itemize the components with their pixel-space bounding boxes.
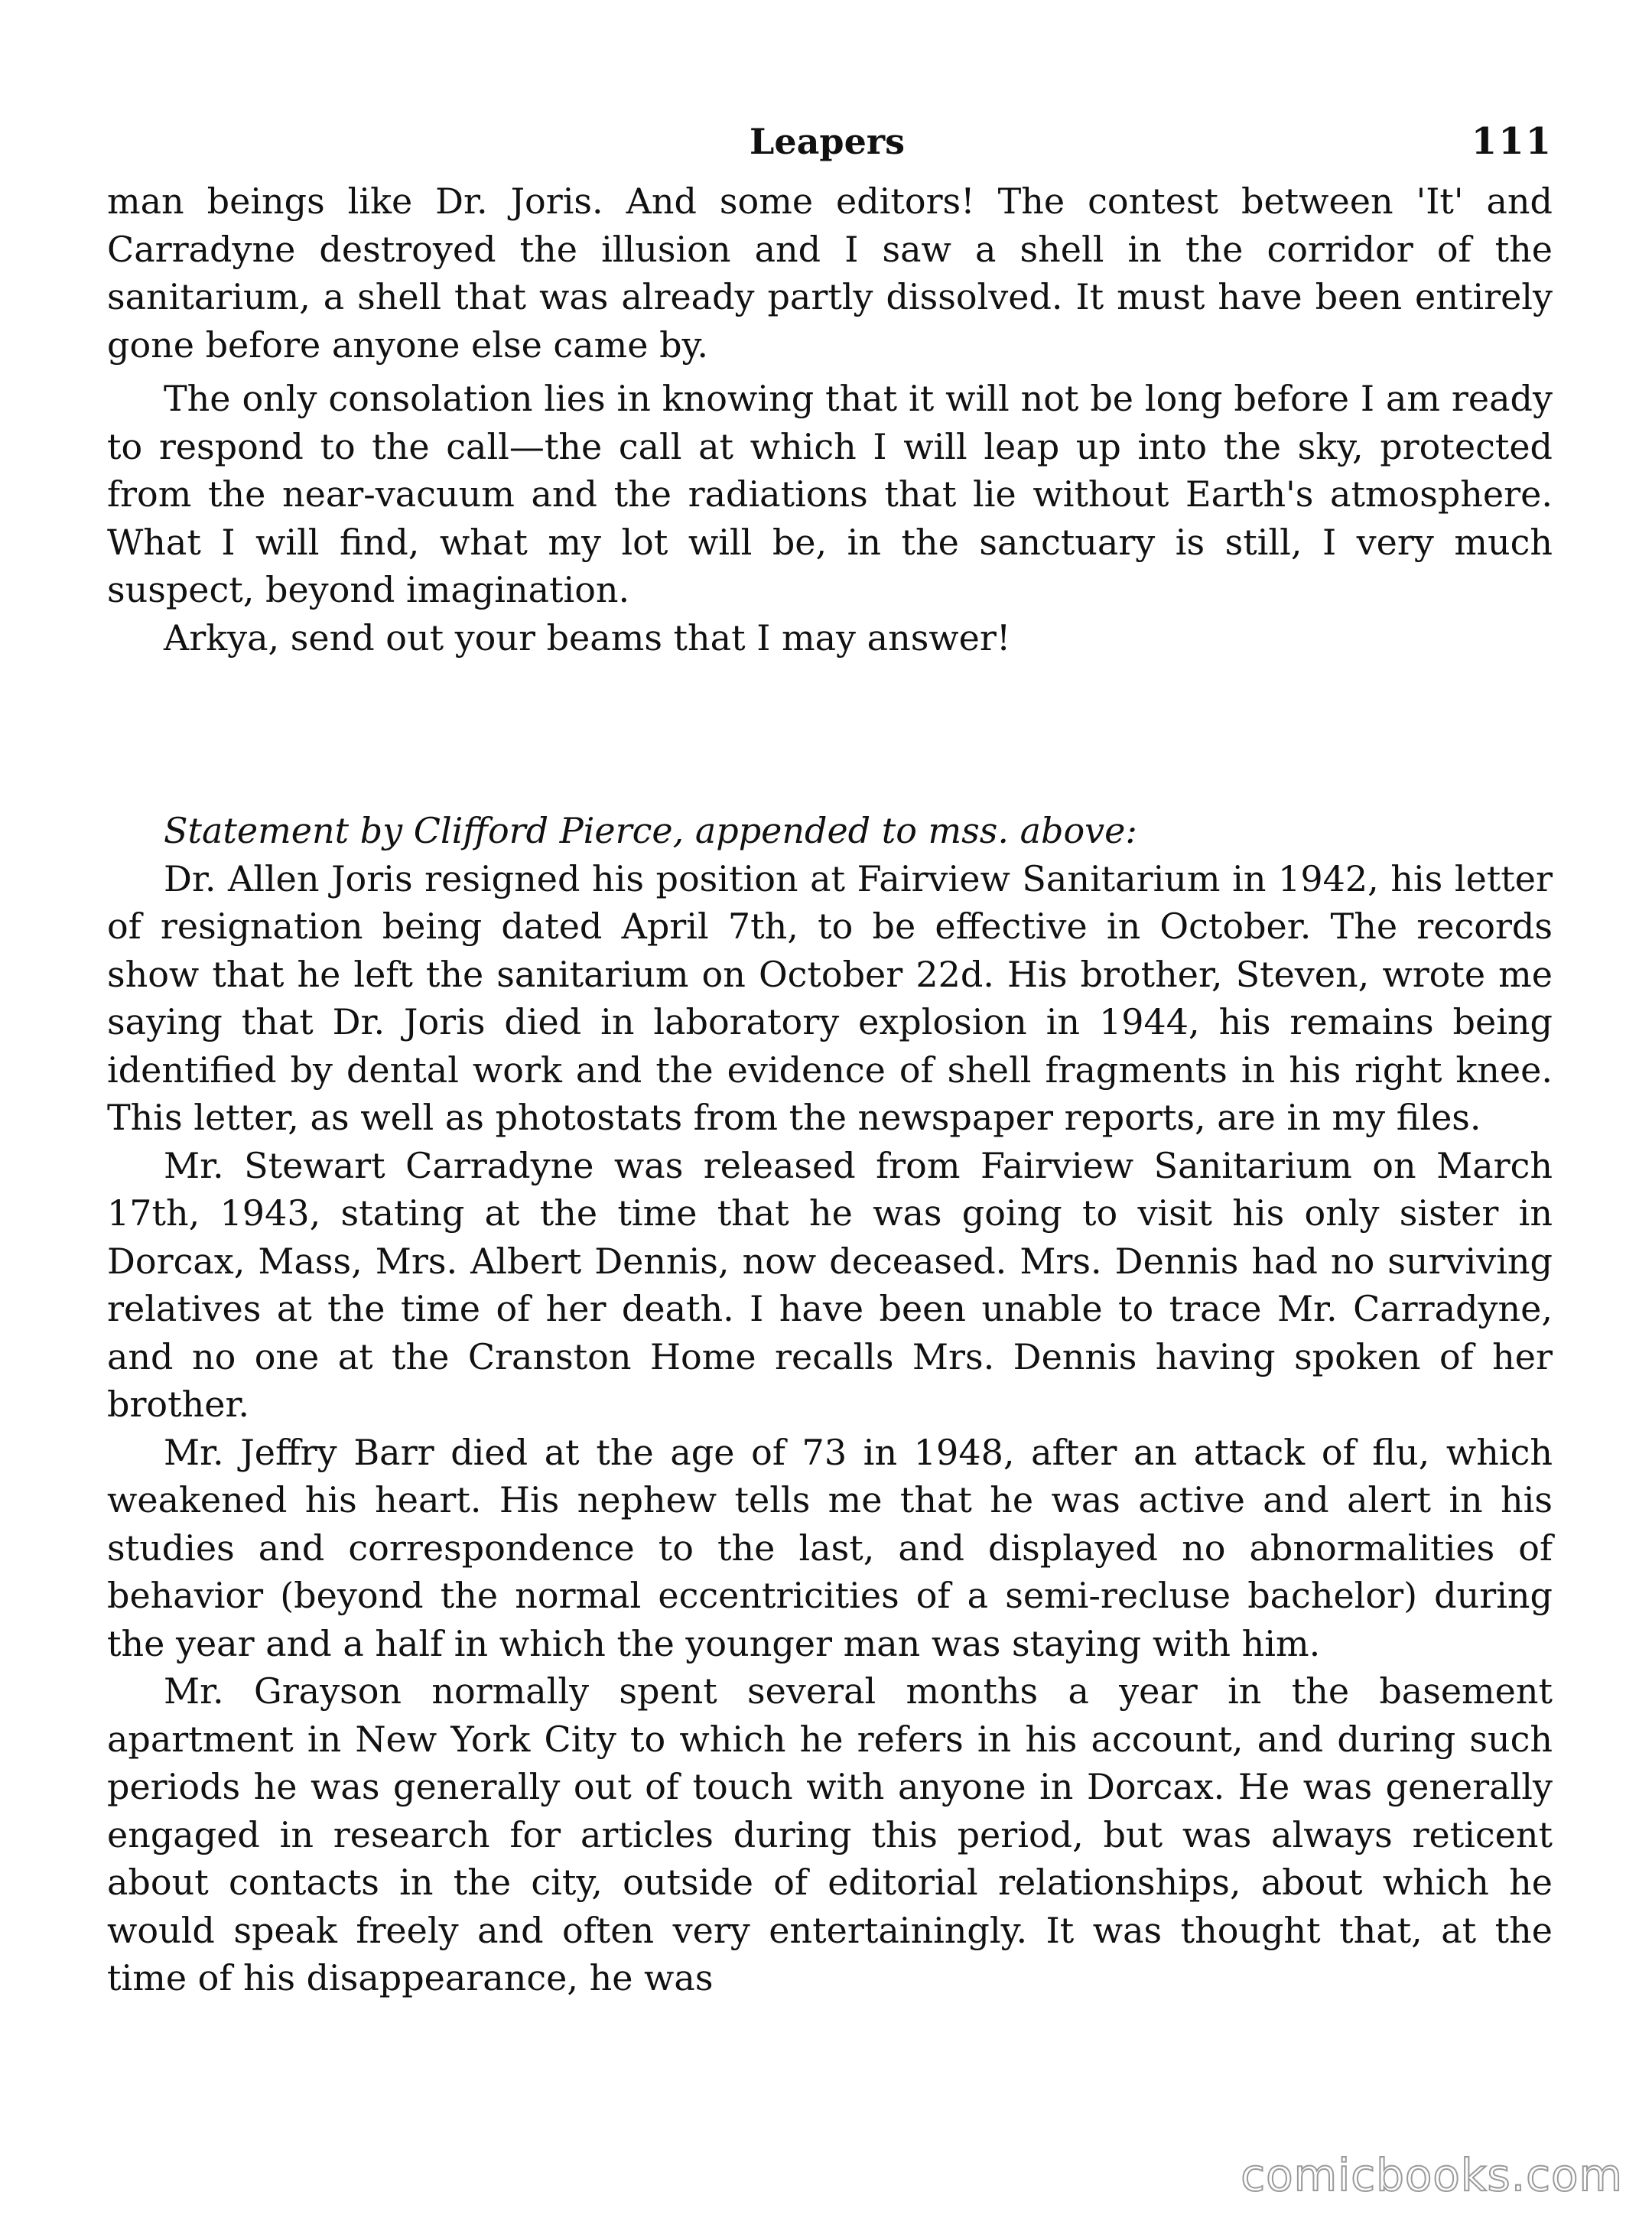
statement-heading: Statement by Clifford Pierce, appended to mss. above: [164, 810, 1137, 851]
paragraph-joris: Dr. Allen Joris resigned his position at Fairview Sanitarium in 1942, his letter of resignation being dated April 7th, to be effective in October. The records show that he left the sanitarium on October 22d. His brother, Steven, wrote me saying that Dr. Joris died in laboratory explosion in 1944, his remains being identified by dental work and the evidence of shell fragments in his right knee. This letter, as well as photostats from the newspaper reports, are in my files. [107, 857, 1553, 1138]
page-header [107, 115, 1553, 168]
page-body [107, 177, 1553, 2002]
paragraph-consolation: The only consolation lies in knowing that it will not be long before I am ready to respond to the call—the call at which I will leap up into the sky, protected from the near-vacuum and the radiations that lie without Earth's atmosphere. What I will find, what my lot will be, in the sanctuary is still, I very much suspect, beyond imagination. [107, 378, 1553, 610]
paragraph-barr: Mr. Jeffry Barr died at the age of 73 in 1948, after an attack of flu, which weakened his heart. His nephew tells me that he was active and alert in his studies and correspondence to the last, and displayed no abnormalities of behavior (beyond the normal eccentricities of a semi-recluse bachelor) during the year and a half in which the younger man was staying with him. [107, 1431, 1553, 1664]
paragraph-grayson: Mr. Grayson normally spent several months a year in the basement apartment in New York City to which he refers in his account, and during such periods he was generally out of touch with anyone in Dorcax. He was generally engaged in research for articles during this period, but was always reticent about contacts in the city, outside of editorial relationships, about which he would speak freely and often very entertainingly. It was thought that, at the time of his disappearance, he was [107, 1670, 1553, 1998]
paragraph-carradyne: Mr. Stewart Carradyne was released from Fairview Sanitarium on March 17th, 1943, stating at the time that he was going to visit his only sister in Dorcax, Mass, Mrs. Albert Dennis, now deceased. Mrs. Dennis had no surviving relatives at the time of her death. I have been unable to trace Mr. Carradyne, and no one at the Cranston Home recalls Mrs. Dennis having spoken of her brother. [107, 1144, 1553, 1425]
page-number: 111 [1471, 120, 1553, 163]
watermark-logo: comicbooks.com [1241, 2149, 1623, 2201]
running-head: Leapers [750, 121, 905, 162]
paragraph-arkya: Arkya, send out your beams that I may answer! [164, 616, 1011, 659]
paragraph-continuation: man beings like Dr. Joris. And some editors! The contest between 'It' and Carradyne destroyed the illusion and I saw a shell in the corridor of the sanitarium, a shell that was already partly dissolved. It must have been entirely gone before anyone else came by. [107, 180, 1553, 366]
